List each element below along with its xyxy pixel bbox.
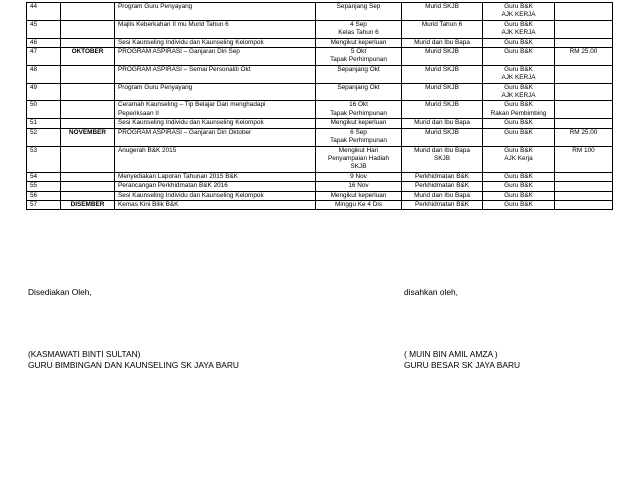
date-venue-cell-line: Mengikut keperluan — [330, 119, 387, 127]
target-group-cell-line: Murid SKJB — [425, 48, 459, 56]
responsible-cell-line: Guru B&K — [504, 38, 533, 46]
program-cell — [115, 200, 316, 209]
row-number: 44 — [27, 3, 61, 21]
table-row — [27, 65, 613, 83]
cost-cell — [555, 172, 613, 181]
responsible-cell-line: Guru B&K — [504, 48, 533, 56]
cost-cell — [555, 65, 613, 83]
program-cell — [115, 48, 316, 66]
responsible-cell-line: Guru B&K — [504, 146, 533, 154]
target-group-cell-line: Murid dan Ibu Bapa — [414, 146, 470, 154]
date-venue-cell-line: Tapak Perhimpunan — [330, 137, 387, 145]
month-cell: DISEMBER — [61, 200, 115, 209]
target-group-cell — [402, 128, 483, 146]
target-group-cell-line: Murid SKJB — [425, 83, 459, 91]
program-cell — [115, 20, 316, 38]
target-group-cell-line: Murid SKJB — [425, 65, 459, 73]
target-group-cell — [402, 83, 483, 101]
responsible-cell — [483, 101, 555, 119]
date-venue-cell-line: 9 Nov — [350, 172, 367, 180]
program-cell-line: Peperiksaan II — [118, 109, 159, 117]
program-cell — [115, 146, 316, 172]
target-group-cell-line: Perkhidmatan B&K — [415, 172, 469, 180]
target-group-cell — [402, 182, 483, 191]
target-group-cell — [402, 119, 483, 128]
target-group-cell — [402, 101, 483, 119]
date-venue-cell-line: Tapak Perhimpunan — [330, 109, 387, 117]
responsible-cell-line: AJK KERJA — [501, 74, 536, 82]
responsible-cell-line: Guru B&K — [504, 101, 533, 109]
date-venue-cell — [316, 182, 402, 191]
program-cell — [115, 83, 316, 101]
program-cell — [115, 128, 316, 146]
date-venue-cell-line: Minggu Ke 4 Dis — [335, 200, 382, 208]
target-group-cell — [402, 146, 483, 172]
date-venue-cell-line: Kelas Tahun 6 — [338, 29, 379, 37]
target-group-cell-line: Murid SKJB — [425, 101, 459, 109]
activity-plan-body — [27, 3, 613, 210]
program-cell-line: Ceramah Kaunseling – Tip Belajar Dan menghadapi — [118, 101, 266, 109]
table-row — [27, 191, 613, 200]
row-number: 51 — [27, 119, 61, 128]
date-venue-cell-line: SKJB — [350, 163, 367, 171]
responsible-cell — [483, 182, 555, 191]
cost-cell — [555, 200, 613, 209]
cost-cell — [555, 83, 613, 101]
responsible-cell — [483, 20, 555, 38]
program-cell-line: Sesi Kaunseling Individu dan Kaunseling Kelompok — [118, 38, 264, 46]
table-row — [27, 20, 613, 38]
program-cell-line: PROGRAM ASPIRASI – Ganjaran Diri Oktober — [118, 128, 252, 136]
target-group-cell-line: Murid Tahun 6 — [421, 20, 463, 28]
program-cell — [115, 3, 316, 21]
date-venue-cell-line: 5 Okt — [350, 48, 367, 56]
month-cell — [61, 119, 115, 128]
table-row — [27, 128, 613, 146]
row-number: 54 — [27, 172, 61, 181]
date-venue-cell-line: Mengikut keperluan — [330, 191, 387, 199]
responsible-cell — [483, 119, 555, 128]
responsible-cell — [483, 83, 555, 101]
month-cell — [61, 38, 115, 47]
month-cell — [61, 172, 115, 181]
month-cell: NOVEMBER — [61, 128, 115, 146]
month-cell — [61, 146, 115, 172]
row-number: 49 — [27, 83, 61, 101]
responsible-cell-line: Guru B&K — [504, 128, 533, 136]
date-venue-cell — [316, 191, 402, 200]
program-cell — [115, 101, 316, 119]
responsible-cell-line: AJK KERJA — [501, 11, 536, 19]
target-group-cell-line: Murid SKJB — [425, 3, 459, 10]
program-cell-line: Sesi Kaunseling Individu dan Kaunseling Kelompok — [118, 191, 264, 199]
date-venue-cell — [316, 128, 402, 146]
row-number: 55 — [27, 182, 61, 191]
row-number: 52 — [27, 128, 61, 146]
responsible-cell-line: Guru B&K — [504, 65, 533, 73]
date-venue-cell-line: 6 Sep — [350, 128, 367, 136]
target-group-cell — [402, 65, 483, 83]
responsible-cell-line: Guru B&K — [504, 191, 533, 199]
date-venue-cell — [316, 101, 402, 119]
responsible-cell — [483, 3, 555, 21]
date-venue-cell — [316, 38, 402, 47]
date-venue-cell-line: 16 Okt — [349, 101, 368, 109]
prepared-by-heading: Disediakan Oleh, — [28, 287, 92, 297]
responsible-cell — [483, 191, 555, 200]
table-row — [27, 172, 613, 181]
responsible-cell — [483, 65, 555, 83]
responsible-cell-line: Guru B&K — [504, 172, 533, 180]
responsible-cell — [483, 128, 555, 146]
table-row — [27, 119, 613, 128]
program-cell-line: PROGRAM ASPIRASI – Ganjaran Diri Sep — [118, 48, 240, 56]
date-venue-cell-line: Sepanjang Okt — [337, 83, 380, 91]
date-venue-cell-line: Sepanjang Sep — [336, 3, 381, 10]
row-number: 53 — [27, 146, 61, 172]
table-row — [27, 83, 613, 101]
table-row — [27, 182, 613, 191]
table-row — [27, 48, 613, 66]
date-venue-cell-line: Sepanjang Okt — [337, 65, 380, 73]
row-number: 46 — [27, 38, 61, 47]
date-venue-cell — [316, 119, 402, 128]
approver-title: GURU BESAR SK JAYA BARU — [404, 360, 521, 370]
responsible-cell — [483, 38, 555, 47]
cost-cell: RM 100 — [555, 146, 613, 172]
row-number: 50 — [27, 101, 61, 119]
target-group-cell-line: Murid dan Ibu Bapa — [414, 38, 470, 46]
program-cell-line: Sesi Kaunseling Individu dan Kaunseling Kelompok — [118, 119, 264, 127]
target-group-cell — [402, 172, 483, 181]
cost-cell — [555, 191, 613, 200]
responsible-cell-line: AJK KERJA — [501, 92, 536, 100]
target-group-cell-line: Murid dan Ibu Bapa — [414, 119, 470, 127]
row-number: 47 — [27, 48, 61, 66]
responsible-cell — [483, 48, 555, 66]
month-cell — [61, 3, 115, 21]
program-cell — [115, 38, 316, 47]
responsible-cell-line: Rakan Pembimbing — [490, 109, 547, 117]
target-group-cell-line: Perkhidmatan B&K — [415, 182, 469, 190]
cost-cell — [555, 3, 613, 21]
target-group-cell — [402, 20, 483, 38]
target-group-cell — [402, 38, 483, 47]
month-cell — [61, 65, 115, 83]
cost-cell: RM 25.00 — [555, 128, 613, 146]
target-group-cell — [402, 200, 483, 209]
target-group-cell-line: SKJB — [434, 154, 450, 162]
table-row — [27, 3, 613, 21]
row-number: 56 — [27, 191, 61, 200]
program-cell-line: Perancangan Perkhidmatan B&K 2016 — [118, 182, 228, 190]
month-cell — [61, 101, 115, 119]
responsible-cell-line: Guru B&K — [504, 182, 533, 190]
month-cell: OKTOBER — [61, 48, 115, 66]
date-venue-cell — [316, 200, 402, 209]
approver-name: ( MUIN BIN AMIL AMZA ) — [404, 349, 498, 359]
target-group-cell — [402, 3, 483, 21]
cost-cell — [555, 101, 613, 119]
program-cell — [115, 191, 316, 200]
cost-cell: RM 25.00 — [555, 48, 613, 66]
target-group-cell-line: Perkhidmatan B&K — [415, 200, 469, 208]
date-venue-cell — [316, 65, 402, 83]
responsible-cell-line: AJK KERJA — [501, 29, 536, 37]
date-venue-cell-line: Penyampaian Hadiah — [327, 154, 390, 162]
program-cell-line: Majlis Keberkahan II mu Murid Tahun 6 — [118, 20, 229, 28]
program-cell-line: PROGRAM ASPIRASI – Semai Personaliti Okt — [118, 65, 251, 73]
date-venue-cell — [316, 20, 402, 38]
program-cell — [115, 172, 316, 181]
date-venue-cell — [316, 48, 402, 66]
program-cell-line: Kemas Kini Bilik B&K — [118, 200, 179, 208]
date-venue-cell-line: Tapak Perhimpunan — [330, 56, 387, 64]
program-cell-line: Program Guru Penyayang — [118, 3, 193, 10]
month-cell — [61, 83, 115, 101]
responsible-cell-line: AJK Kerja — [504, 154, 533, 162]
date-venue-cell — [316, 172, 402, 181]
program-cell-line: Anugerah B&K 2015 — [118, 146, 177, 154]
cost-cell — [555, 38, 613, 47]
date-venue-cell-line: Mengikut keperluan — [330, 38, 387, 46]
responsible-cell-line: Guru B&K — [504, 20, 533, 28]
target-group-cell-line: Murid SKJB — [425, 128, 459, 136]
month-cell — [61, 20, 115, 38]
responsible-cell-line: Guru B&K — [504, 83, 533, 91]
responsible-cell — [483, 172, 555, 181]
approved-by-heading: disahkan oleh, — [404, 287, 459, 297]
table-row — [27, 146, 613, 172]
activity-plan-table — [26, 2, 613, 210]
cost-cell — [555, 119, 613, 128]
date-venue-cell-line: 16 Nov — [348, 182, 369, 190]
row-number: 57 — [27, 200, 61, 209]
program-cell-line: Program Guru Penyayang — [118, 83, 193, 91]
table-row — [27, 38, 613, 47]
date-venue-cell-line: 4 Sep — [350, 20, 367, 28]
responsible-cell-line: Guru B&K — [504, 200, 533, 208]
month-cell — [61, 182, 115, 191]
program-cell-line: Menyediakan Laporan Tahunan 2015 B&K — [118, 172, 238, 180]
program-cell — [115, 119, 316, 128]
target-group-cell-line: Murid dan Ibu Bapa — [414, 191, 470, 199]
program-cell — [115, 182, 316, 191]
date-venue-cell — [316, 3, 402, 21]
month-cell — [61, 191, 115, 200]
table-row — [27, 101, 613, 119]
table-row — [27, 200, 613, 209]
preparer-title: GURU BIMBINGAN DAN KAUNSELING SK JAYA BARU — [28, 360, 239, 370]
date-venue-cell — [316, 83, 402, 101]
row-number: 48 — [27, 65, 61, 83]
date-venue-cell-line: Mengikut Hari — [338, 146, 379, 154]
responsible-cell-line: Guru B&K — [504, 119, 533, 127]
cost-cell — [555, 20, 613, 38]
responsible-cell-line: Guru B&K — [504, 3, 533, 10]
cost-cell — [555, 182, 613, 191]
target-group-cell — [402, 48, 483, 66]
responsible-cell — [483, 146, 555, 172]
responsible-cell — [483, 200, 555, 209]
target-group-cell — [402, 191, 483, 200]
program-cell — [115, 65, 316, 83]
row-number: 45 — [27, 20, 61, 38]
date-venue-cell — [316, 146, 402, 172]
preparer-name: (KASMAWATI BINTI SULTAN) — [28, 349, 141, 359]
